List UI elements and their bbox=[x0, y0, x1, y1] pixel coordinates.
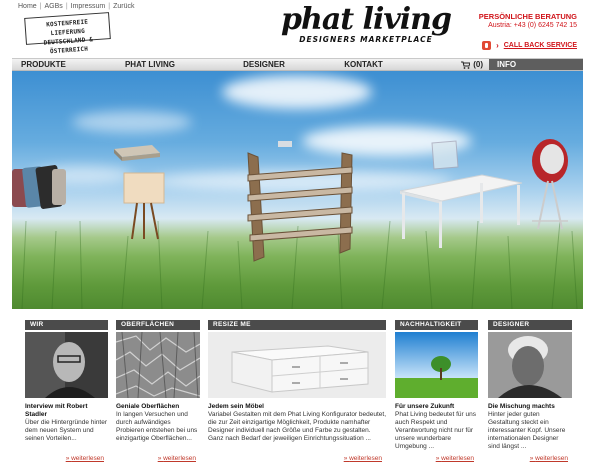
designer-portrait-image[interactable] bbox=[488, 332, 572, 398]
separator: | bbox=[108, 3, 111, 10]
nav-kontakt[interactable]: KONTAKT bbox=[344, 60, 383, 69]
teaser-text: Hinter jeder guten Gestaltung steckt ein interessanter Kopf. Unsere internationalen Designer sind längst ... bbox=[488, 411, 566, 450]
read-more-link[interactable]: » weiterlesen bbox=[436, 455, 474, 462]
logo-subtitle: DESIGNERS MARKETPLACE bbox=[299, 35, 433, 44]
read-more-link[interactable]: » weiterlesen bbox=[530, 455, 568, 462]
cart-button[interactable] bbox=[427, 59, 489, 70]
teaser-header: DESIGNER bbox=[488, 320, 572, 330]
nav-produkte[interactable]: PRODUKTE bbox=[21, 60, 66, 69]
teaser-wir[interactable] bbox=[25, 320, 108, 465]
teaser-header: RESIZE ME bbox=[208, 320, 386, 330]
teaser-title: Für unsere Zukunft bbox=[395, 403, 455, 410]
top-utility-nav bbox=[18, 3, 135, 10]
teaser-oberflaechen[interactable] bbox=[116, 320, 200, 465]
teaser-title: Interview mit Robert Stadler bbox=[25, 403, 88, 418]
personal-consulting bbox=[479, 12, 577, 29]
teaser-title: Die Mischung machts bbox=[488, 403, 555, 410]
read-more-link[interactable]: » weiterlesen bbox=[158, 455, 196, 462]
consulting-title: PERSÖNLICHE BERATUNG bbox=[478, 12, 577, 21]
cart-icon bbox=[461, 61, 470, 68]
teaser-resize-me[interactable] bbox=[208, 320, 386, 465]
agbs-link[interactable]: AGBs bbox=[44, 3, 63, 10]
teaser-text: Variabel Gestalten mit dem Phat Living Konfigurator bedeutet, die zur Zeit einzigartige Möglichkeit, Produkte namhafter Designer individuell nach Größe und Farbe zu gestalten. Ganz nach Bedarf der jeweiligen Einrichtungssituation ... bbox=[208, 411, 387, 442]
cushions-image bbox=[12, 165, 66, 210]
consulting-phone: Austria: +43 (0) 6245 742 15 bbox=[488, 22, 577, 29]
main-navigation bbox=[12, 58, 583, 71]
impressum-link[interactable]: Impressum bbox=[70, 3, 106, 10]
teaser-header: NACHHALTIGKEIT bbox=[395, 320, 478, 330]
teaser-header: WIR bbox=[25, 320, 108, 330]
cart-count: (0) bbox=[473, 60, 483, 69]
teaser-text: Phat Living bedeutet für uns auch Respekt und Verantwortung nicht nur für unsere wunderbare Umgebung ... bbox=[395, 411, 476, 450]
teaser-header: OBERFLÄCHEN bbox=[116, 320, 200, 330]
read-more-link[interactable]: » weiterlesen bbox=[66, 455, 104, 462]
home-link[interactable]: Home bbox=[18, 3, 37, 10]
teaser-text: Über die Hintergründe hinter dem neuen System und seinen Vorteilen... bbox=[25, 419, 108, 442]
free-shipping-stamp bbox=[24, 12, 111, 56]
call-back-label: CALL BACK SERVICE bbox=[503, 42, 577, 49]
separator: | bbox=[65, 3, 68, 10]
phone-icon bbox=[482, 41, 491, 50]
landscape-tree-image[interactable] bbox=[395, 332, 478, 398]
nav-phat-living[interactable]: PHAT LIVING bbox=[124, 60, 176, 69]
portrait-robert-stadler-image[interactable] bbox=[25, 332, 108, 398]
call-back-service-link[interactable] bbox=[482, 41, 577, 50]
teaser-text: In langen Versuchen und durch aufwändiges Probieren entstehen bei uns einzigartige Oberflächen... bbox=[116, 411, 198, 442]
back-link[interactable]: Zurück bbox=[113, 3, 135, 10]
teaser-designer[interactable] bbox=[488, 320, 572, 465]
logo-wordmark: phat living bbox=[281, 2, 451, 37]
stamp-line-1: KOSTENFREIE LIEFERUNG bbox=[45, 18, 89, 38]
teaser-nachhaltigkeit[interactable] bbox=[395, 320, 478, 465]
stamp-line-2: DEUTSCHLAND & ÖSTERREICH bbox=[43, 36, 94, 56]
surface-texture-image[interactable] bbox=[116, 332, 200, 398]
arrow-right-icon: › bbox=[496, 41, 499, 50]
site-logo[interactable] bbox=[276, 4, 456, 44]
separator: | bbox=[39, 3, 42, 10]
teaser-title: Jedem sein Möbel bbox=[208, 403, 264, 410]
nav-designer[interactable]: DESIGNER bbox=[243, 60, 285, 69]
furniture-illustration bbox=[12, 71, 583, 309]
nav-info[interactable]: INFO bbox=[489, 59, 583, 70]
hero-banner[interactable] bbox=[12, 71, 583, 309]
teaser-section bbox=[25, 320, 572, 465]
read-more-link[interactable]: » weiterlesen bbox=[344, 455, 382, 462]
sideboard-image[interactable] bbox=[208, 332, 386, 398]
teaser-title: Geniale Oberflächen bbox=[116, 403, 180, 410]
